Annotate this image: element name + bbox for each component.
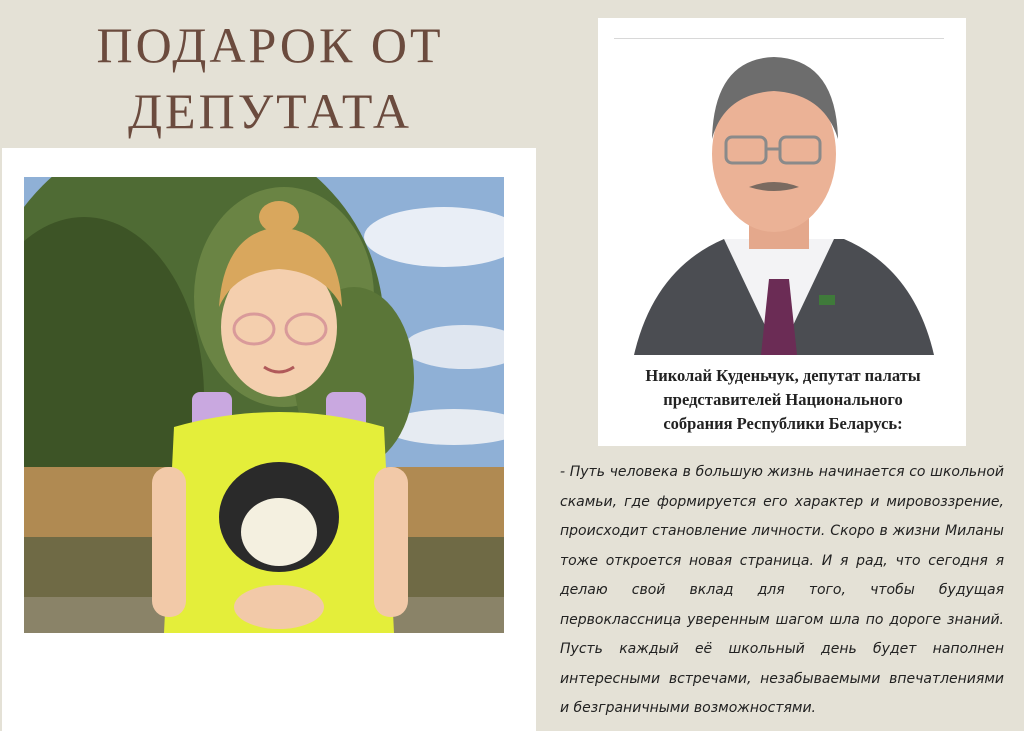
girl-photo [24, 177, 504, 633]
deputy-photo [614, 38, 944, 355]
caption-line-2: представителей Национального [663, 390, 903, 409]
caption-line-1: Николай Куденьчук, депутат палаты [645, 366, 921, 385]
deputy-caption [600, 364, 966, 436]
title-line-2: ДЕПУТАТА [127, 83, 413, 139]
title-line-1: ПОДАРОК ОТ [96, 17, 444, 73]
deputy-quote: - Путь человека в большую жизнь начинается со школьной скамьи, где формируется его характер и мировоззрение, происходит становление личности. Скоро в жизни Миланы тоже откроется новая страница. И я рад, что сегодня я делаю свой вклад для того, чтобы будущая первоклассница уверенным шагом шла по дороге знаний. Пусть каждый её школьный день будет наполнен интересными встречами, незабываемыми впечатлениями и безграничными возможностями. [560, 464, 1004, 716]
caption-line-3: собрания Республики Беларусь: [663, 414, 903, 433]
page-title [40, 12, 500, 144]
